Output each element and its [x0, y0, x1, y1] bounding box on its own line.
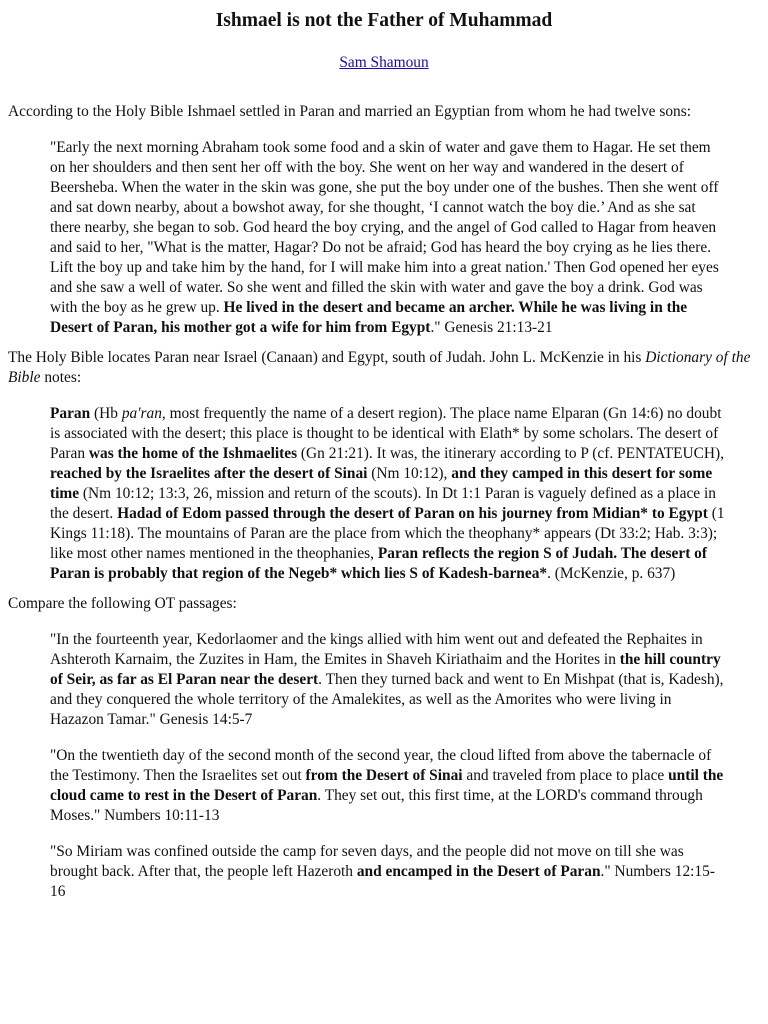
intro-paragraph: According to the Holy Bible Ishmael settled in Paran and married an Egyptian from whom he had twelve sons:	[8, 103, 692, 120]
quote-genesis-14: "In the fourteenth year, Kedorlaomer and the kings allied with him went out and defeated the Rephaites in Ashteroth Karnaim, the Zuzites in Ham, the Emites in Shaveh Kiriathaim and the Horites in the hill country of Seir, as far as El Paran near the desert. Then they turned back and went to En Mishpat (that is, Kadesh), and they conquered the whole territory of the Amalekites, as well as the Amorites who were living in Hazazon Tamar." Genesis 14:5-7	[50, 631, 724, 728]
author-line	[8, 53, 760, 73]
page-title: Ishmael is not the Father of Muhammad	[215, 10, 553, 31]
paran-location-paragraph: The Holy Bible locates Paran near Israel (Canaan) and Egypt, south of Judah. John L. McKenzie in his Dictionary of the Bible notes:	[8, 349, 751, 386]
quote-text: "Early the next morning Abraham took some food and a skin of water and gave them to Hagar. He set them on her shoulders and then sent her off with the boy. She went on her way and wandered in the desert of Beersheba. When the water in the skin was gone, she put the boy under one of the bushes. Then she went off and sat down nearby, about a bowshot away, for she thought, ‘I cannot watch the boy die.’ And as she sat there nearby, she began to sob. God heard the boy crying, and the angel of God called to Hagar from heaven and said to her, "What is the matter, Hagar? Do not be afraid; God has heard the boy crying as he lies there. Lift the boy up and take him by the hand, for I will make him into a great nation.' Then God opened her eyes and she saw a well of water. So she went and filled the skin with water and gave the boy a drink. God was with the boy as he grew up. He lived in the desert and became an archer. While he was living in the Desert of Paran, his mother got a wife for him from Egypt." Genesis 21:13-21	[50, 139, 719, 336]
quote-genesis-21	[50, 138, 728, 338]
quote-mckenzie	[50, 404, 728, 584]
quote-ot-passages	[50, 630, 728, 902]
quote-text: Paran (Hb pa'ran, most frequently the name of a desert region). The place name Elparan (Gn 14:6) no doubt is associated with the desert; this place is thought to be identical with Elath* by some scholars. The desert of Paran was the home of the Ishmaelites (Gn 21:21). It was, the itinerary according to P (cf. PENTATEUCH), reached by the Israelites after the desert of Sinai (Nm 10:12), and they camped in this desert for some time (Nm 10:12; 13:3, 26, mission and return of the scouts). In Dt 1:1 Paran is vaguely defined as a place in the desert. Hadad of Edom passed through the desert of Paran on his journey from Midian* to Egypt (1 Kings 11:18). The mountains of Paran are the place from which the theophany* appears (Dt 33:2; Hab. 3:3); like most other names mentioned in the theophanies, Paran reflects the region S of Judah. The desert of Paran is probably that region of the Negeb* which lies S of Kadesh-barnea*. (McKenzie, p. 637)	[50, 405, 725, 582]
quote-numbers-10: "On the twentieth day of the second month of the second year, the cloud lifted from above the tabernacle of the Testimony. Then the Israelites set out from the Desert of Sinai and traveled from place to place until the cloud came to rest in the Desert of Paran. They set out, this first time, at the LORD's command through Moses." Numbers 10:11-13	[50, 747, 724, 824]
author-link[interactable]: Sam Shamoun	[339, 54, 429, 71]
compare-paragraph: Compare the following OT passages:	[8, 595, 237, 612]
quote-numbers-12: "So Miriam was confined outside the camp for seven days, and the people did not move on till she was brought back. After that, the people left Hazeroth and encamped in the Desert of Paran." Numbers 12:15-16	[50, 843, 715, 900]
